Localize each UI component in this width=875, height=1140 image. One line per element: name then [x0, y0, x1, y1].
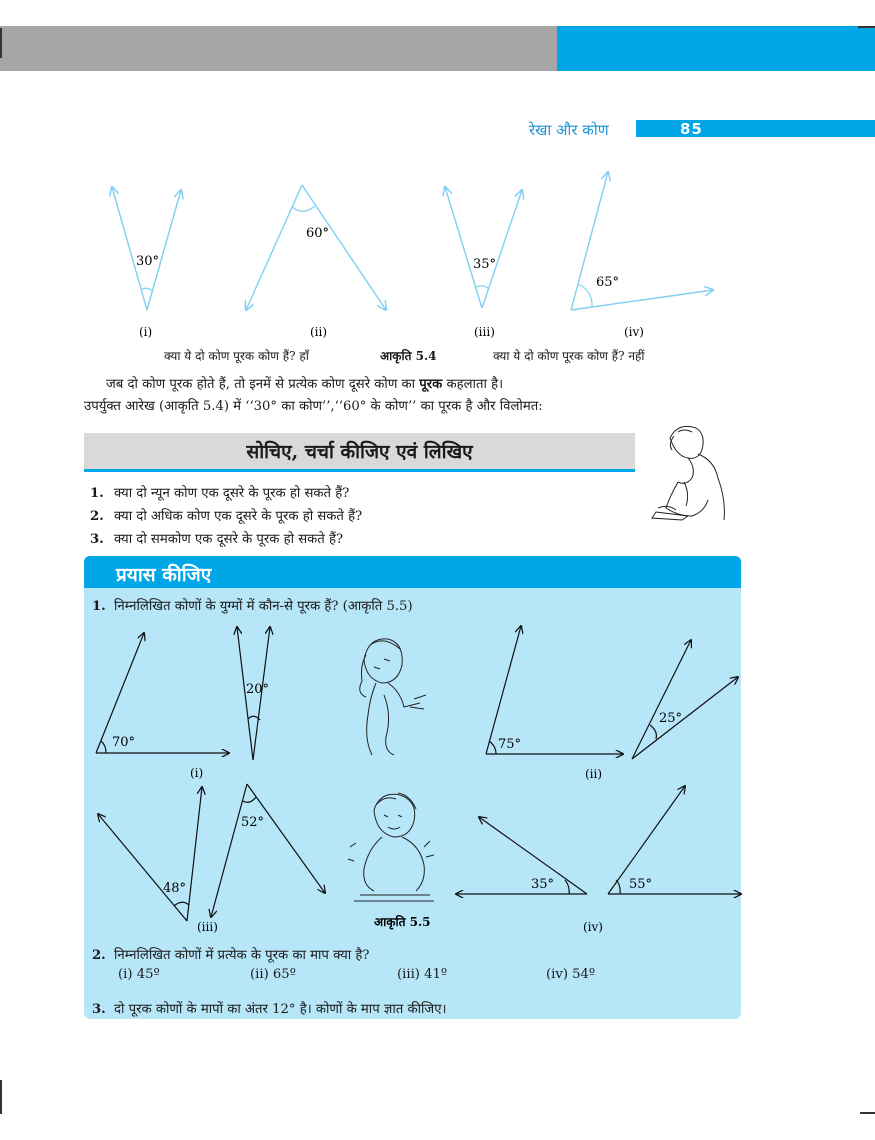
- angle-label: 35°: [473, 257, 497, 272]
- page-number-bar: [636, 120, 875, 137]
- figure-label-ii: (ii): [310, 325, 328, 339]
- angle-52: [211, 784, 325, 917]
- angle-label: 20°: [246, 682, 270, 697]
- crop-mark: [0, 28, 2, 58]
- think-question-3: 3. क्या दो समकोण एक दूसरे के पूरक हो सकते हैं?: [90, 532, 344, 547]
- crop-mark: [858, 26, 875, 28]
- try-question-3: 3. दो पूरक कोणों के मापों का अंतर 12° है। कोणों के माप ज्ञात कीजिए।: [92, 1002, 447, 1017]
- figure-5-5: [84, 615, 741, 935]
- figure-5-5-caption: आकृति 5.5: [374, 915, 431, 929]
- angle-label: 48°: [163, 881, 187, 896]
- angle-label: 55°: [629, 877, 653, 892]
- angle-figure-iii: [445, 187, 522, 308]
- figure-5-4: [0, 160, 875, 339]
- figure-label-i: (i): [139, 325, 153, 339]
- figure-label-iii: (iii): [474, 325, 495, 339]
- angle-figure-i: [112, 187, 181, 310]
- figure-5-4-caption: आकृति 5.4: [380, 349, 437, 363]
- answer-option-ii: (ii) 65º: [250, 967, 296, 982]
- crop-mark: [0, 1080, 2, 1114]
- page-number: 85: [680, 120, 703, 138]
- angle-label: 60°: [306, 226, 330, 241]
- angle-label: 25°: [659, 711, 683, 726]
- pair-label-i: (i): [190, 766, 204, 780]
- angle-55: [608, 786, 741, 894]
- think-question-1: 1. क्या दो न्यून कोण एक दूसरे के पूरक हो सकते हैं?: [90, 486, 350, 501]
- angle-label: 70°: [112, 735, 136, 750]
- angle-75: [486, 626, 623, 754]
- try-question-1: 1. निम्नलिखित कोणों के युग्मों में कौन-से पूरक हैं? (आकृति 5.5): [92, 599, 413, 614]
- angle-label: 65°: [596, 275, 620, 290]
- think-section-title: सोचिए, चर्चा कीजिए एवं लिखिए: [246, 441, 473, 463]
- angle-figure-ii: [246, 185, 386, 310]
- boy-thinking-illustration: [348, 793, 434, 901]
- answer-option-i: (i) 45º: [118, 967, 160, 982]
- answer-option-iii: (iii) 41º: [397, 967, 448, 982]
- angle-48: [98, 787, 202, 921]
- angle-label: 75°: [498, 737, 522, 752]
- top-grey-band: [0, 26, 557, 71]
- pair-label-iii: (iii): [197, 920, 218, 934]
- angle-25: [632, 640, 738, 759]
- angle-figure-iv: [571, 172, 713, 310]
- answer-option-iv: (iv) 54º: [546, 967, 596, 982]
- angle-label: 35°: [531, 877, 555, 892]
- angle-label: 30°: [136, 254, 160, 269]
- angle-35: [456, 817, 587, 894]
- paragraph-line-1: जब दो कोण पूरक होते हैं, तो इनमें से प्रत्येक कोण दूसरे कोण का पूरक कहलाता है।: [106, 377, 504, 392]
- pair-label-ii: (ii): [585, 767, 603, 781]
- try-question-2: 2. निम्नलिखित कोणों में प्रत्येक के पूरक का माप क्या है?: [92, 948, 370, 963]
- pair-label-iv: (iv): [583, 920, 603, 934]
- try-section-title: प्रयास कीजिए: [116, 564, 212, 586]
- caption-no: क्या ये दो कोण पूरक कोण हैं? नहीं: [493, 349, 645, 363]
- top-blue-band: [557, 26, 875, 71]
- figure-label-iv: (iv): [624, 325, 644, 339]
- crop-mark: [860, 1112, 875, 1114]
- chapter-title: रेखा और कोण: [529, 121, 609, 139]
- girl-reading-illustration: [648, 420, 738, 528]
- caption-yes: क्या ये दो कोण पूरक कोण हैं? हाँ: [164, 349, 309, 363]
- paragraph-line-2: उपर्युक्त आरेख (आकृति 5.4) में ‘‘30° का कोण’’,‘‘60° के कोण’’ का पूरक है और विलोमत:: [84, 399, 543, 414]
- think-question-2: 2. क्या दो अधिक कोण एक दूसरे के पूरक हो सकते हैं?: [90, 509, 363, 524]
- angle-label: 52°: [241, 815, 265, 830]
- girl-thinking-illustration: [360, 639, 426, 755]
